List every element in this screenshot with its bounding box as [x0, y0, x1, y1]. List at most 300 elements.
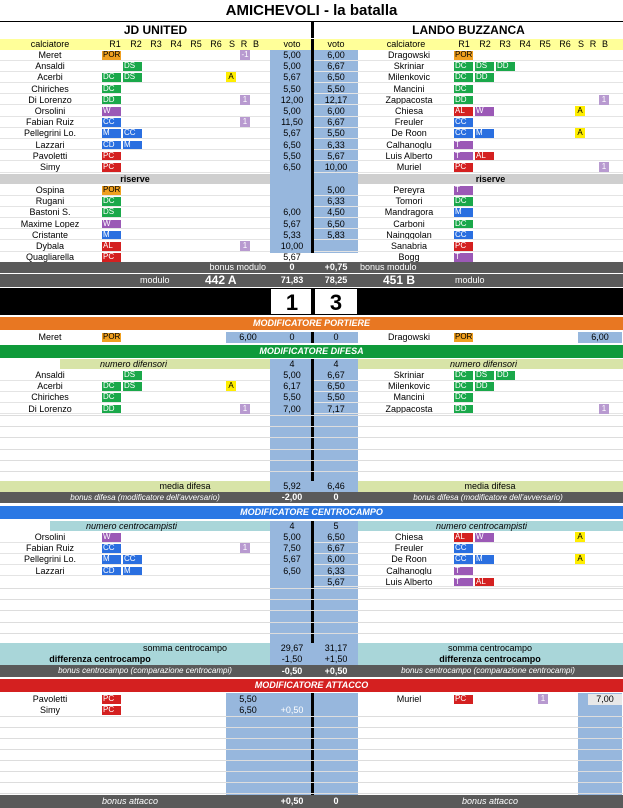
bonus-modulo-right: +0,75 — [324, 262, 348, 272]
vote-value: 7,00 — [283, 403, 301, 414]
empty-row — [0, 437, 623, 438]
score-left: 1 — [270, 288, 314, 315]
player-name: Simy — [40, 162, 60, 172]
vote-value: 6,50 — [327, 72, 345, 83]
num-centro-left-label: numero centrocampisti — [50, 521, 270, 531]
center-divider — [311, 288, 314, 315]
vote-value: 5,00 — [327, 185, 345, 195]
vote-value: 6,33 — [327, 196, 345, 207]
vote-value: 5,67 — [283, 72, 301, 83]
role-tag: DD — [102, 405, 121, 414]
player-name: Ansaldi — [35, 61, 65, 71]
player-name: Zappacosta — [385, 94, 433, 105]
vote-value: 5,33 — [283, 229, 301, 240]
total-left: 71,83 — [280, 275, 304, 285]
header-r2: R2 — [479, 39, 491, 49]
player-name: Ansaldi — [35, 370, 65, 380]
player-row — [0, 106, 270, 117]
role-tag: DC — [454, 73, 473, 82]
att-left-vote: 6,50 — [239, 705, 257, 716]
header-vote: voto — [327, 39, 345, 49]
player-name: Fabian Ruiz — [25, 117, 75, 127]
bonus-attacco-label-right: bonus attacco — [461, 796, 519, 806]
role-tag: W — [475, 107, 494, 116]
header-r4: R4 — [170, 39, 182, 49]
player-row — [0, 162, 270, 173]
bonus-badge: 1 — [599, 404, 609, 414]
vote-value: 6,50 — [283, 162, 301, 172]
empty-row — [0, 599, 623, 600]
role-tag: PC — [102, 152, 121, 161]
header-r1: R1 — [109, 39, 121, 49]
role-tag: CC — [454, 544, 473, 553]
modulo-right: 451 B — [383, 273, 416, 287]
player-name: Pellegrini Lo. — [23, 128, 77, 138]
player-name: Rugani — [35, 196, 65, 206]
bonus-attacco-label-left: bonus attacco — [101, 796, 159, 806]
header-s: S — [228, 39, 235, 49]
att-left-vote: 5,50 — [239, 694, 257, 704]
role-tag: DD — [475, 382, 494, 391]
s-badge: A — [575, 106, 585, 116]
player-name: Lazzari — [35, 139, 65, 150]
header-r3: R3 — [499, 39, 511, 49]
header-s: S — [577, 39, 584, 49]
vote-value: 5,00 — [283, 61, 301, 72]
player-name: Mancini — [393, 83, 425, 94]
role-tag: T — [454, 253, 473, 262]
role-tag: CC — [123, 555, 142, 564]
role-tag: DC — [454, 371, 473, 380]
player-row — [314, 381, 623, 392]
role-tag: DC — [102, 85, 121, 94]
section-centrocampo: MODIFICATORE CENTROCAMPO — [0, 506, 623, 519]
player-row — [0, 241, 270, 252]
score-band-left — [0, 288, 270, 315]
player-row — [314, 95, 623, 106]
role-tag: M — [475, 129, 494, 138]
header-r6: R6 — [210, 39, 222, 49]
player-row — [0, 84, 270, 95]
player-name: Bastoni S. — [29, 207, 71, 217]
vote-value: 10,00 — [280, 241, 304, 251]
player-row — [314, 370, 623, 381]
vote-value: 6,67 — [327, 543, 345, 554]
role-tag: CC — [102, 118, 121, 127]
section-portiere: MODIFICATORE PORTIERE — [0, 317, 623, 330]
vote-value: 6,50 — [327, 218, 345, 229]
s-badge: A — [575, 128, 585, 138]
somma-label-left: somma centrocampo — [142, 643, 228, 653]
bonus-modulo-label-right: bonus modulo — [360, 262, 417, 272]
player-row — [0, 61, 270, 72]
role-tag: DS — [123, 382, 142, 391]
player-name: Chiesa — [394, 106, 423, 116]
player-name: Luis Alberto — [385, 576, 433, 587]
role-tag: DS — [123, 62, 142, 71]
bonus-difesa-label-right: bonus difesa (modificatore dell'avversario) — [413, 493, 563, 502]
player-name: Nainggolan — [386, 229, 432, 240]
role-tag: CS — [103, 370, 115, 379]
role-tag: PC — [454, 163, 473, 172]
player-row — [0, 151, 270, 162]
empty-row — [0, 449, 623, 450]
player-name: Freuler — [394, 117, 424, 127]
role-tag: T — [454, 186, 473, 195]
header-player: calciatore — [386, 39, 426, 49]
role-tag: DD — [475, 73, 494, 82]
header-row-right — [314, 39, 623, 50]
page-title: AMICHEVOLI - la batalla — [0, 0, 623, 22]
role-tag: AL — [454, 107, 473, 116]
player-name: Dragowski — [387, 50, 430, 60]
header-r1: R1 — [458, 39, 470, 49]
player-row — [0, 117, 270, 128]
player-name: Ospina — [35, 185, 65, 195]
vote-value: 6,50 — [327, 532, 345, 542]
player-name: Skriniar — [393, 61, 425, 71]
role-tag: PC — [102, 253, 121, 262]
player-row — [314, 162, 623, 173]
role-tag: T — [454, 567, 473, 576]
vote-value: 6,00 — [327, 554, 345, 565]
role-tag: PC — [102, 706, 121, 715]
vote-value: 6,67 — [327, 117, 345, 128]
vote-value — [270, 185, 314, 196]
role-tag: DD — [454, 405, 473, 414]
role-tag: PC — [454, 242, 473, 251]
role-tag: M — [123, 567, 142, 576]
vote-value: 7,50 — [283, 543, 301, 554]
player-row — [0, 95, 270, 106]
empty-row — [0, 793, 623, 794]
role-tag: M — [123, 141, 142, 150]
player-name: Tomori — [395, 196, 423, 206]
att-left-name: Pavoletti — [32, 694, 68, 704]
header-b: B — [601, 39, 608, 49]
role-tag: CD — [102, 141, 121, 150]
role-tag: DD — [496, 62, 515, 71]
modulo-label-left: modulo — [140, 275, 170, 285]
media-difesa-label-left: media difesa — [159, 481, 211, 491]
player-name: Muriel — [396, 162, 422, 172]
player-name: Acerbi — [37, 381, 63, 391]
diff-right: +1,50 — [314, 654, 358, 665]
player-row — [314, 241, 623, 252]
role-tag: M — [102, 231, 121, 240]
vote-value: 6,17 — [283, 381, 301, 392]
vote-value: 5,50 — [327, 128, 345, 139]
header-row-left — [0, 39, 311, 50]
riserve-label-right: riserve — [358, 174, 623, 184]
role-tag: POR — [455, 50, 473, 59]
s-badge: A — [226, 72, 236, 82]
player-row — [0, 72, 270, 83]
player-row — [314, 61, 623, 72]
num-centro-left: 4 — [289, 521, 295, 531]
role-tag: CC — [454, 231, 473, 240]
vote-value: 5,50 — [327, 392, 345, 403]
role-tag: T — [454, 152, 473, 161]
s-badge: A — [575, 532, 585, 542]
player-row — [314, 554, 623, 565]
bonus-centro-left: -0,50 — [281, 666, 303, 676]
player-row — [314, 532, 623, 543]
vote-value: 12,00 — [280, 94, 304, 105]
bonus-badge: 1 — [599, 95, 609, 105]
riserve-label-left: riserve — [0, 174, 270, 184]
role-tag: DC — [102, 73, 121, 82]
role-tag: CC — [102, 544, 121, 553]
header-r5: R5 — [539, 39, 551, 49]
player-name: Chiriches — [31, 83, 69, 94]
vote-value: 6,67 — [327, 61, 345, 72]
section-attacco: MODIFICATORE ATTACCO — [0, 679, 623, 692]
center-divider — [311, 39, 314, 50]
empty-row — [0, 760, 623, 761]
player-row — [0, 230, 270, 241]
header-r5: R5 — [190, 39, 202, 49]
player-name: Orsolini — [34, 532, 66, 542]
gk-right-bonus: 0 — [314, 332, 358, 343]
header-r6: R6 — [559, 39, 571, 49]
empty-row — [0, 471, 623, 472]
role-tag: M — [102, 555, 121, 564]
player-name: De Roon — [391, 554, 427, 564]
player-row — [314, 219, 623, 230]
player-row — [0, 185, 270, 196]
player-name: Quagliarella — [25, 252, 75, 262]
num-difensori-right: 4 — [333, 359, 339, 369]
player-name: Pellegrini Lo. — [23, 554, 77, 564]
vote-value: 6,33 — [327, 139, 345, 150]
player-name: Acerbi — [37, 72, 63, 82]
vote-value: 5,83 — [327, 229, 345, 240]
role-tag: M — [102, 129, 121, 138]
player-row — [314, 392, 623, 403]
gk-left-vote: 6,00 — [226, 332, 270, 343]
player-name: Mandragora — [384, 207, 434, 217]
team-right-name: LANDO BUZZANCA — [412, 23, 525, 37]
num-difensori-left-label: numero difensori — [60, 359, 270, 369]
empty-row — [0, 727, 623, 728]
empty-row — [0, 460, 623, 461]
player-row — [314, 196, 623, 207]
player-name: Di Lorenzo — [28, 403, 72, 414]
bonus-difesa-right: 0 — [333, 492, 339, 502]
role-tag: DS — [123, 371, 142, 380]
vote-value: 5,00 — [283, 532, 301, 542]
player-name: Sanabria — [390, 241, 428, 251]
role-tag: AL — [475, 152, 494, 161]
role-tag: DC — [454, 85, 473, 94]
bonus-difesa-left: -2,00 — [281, 492, 303, 502]
player-name: Skriniar — [393, 370, 425, 380]
role-tag: DS — [475, 62, 494, 71]
player-row — [314, 128, 623, 139]
role-tag: DC — [454, 382, 473, 391]
player-row — [0, 207, 270, 218]
att-left-name: Simy — [40, 705, 60, 716]
bonus-modulo-left: 0 — [289, 262, 295, 272]
player-name: Mancini — [393, 392, 425, 402]
empty-row — [0, 426, 623, 427]
role-tag: PC — [102, 695, 121, 704]
bonus-badge: -1 — [241, 50, 249, 59]
center-divider — [311, 22, 314, 38]
player-name: Pavoletti — [32, 150, 68, 161]
vote-value — [270, 196, 314, 207]
player-name: Meret — [38, 50, 62, 60]
role-tag: AL — [454, 533, 473, 542]
empty-row — [0, 588, 623, 589]
player-row — [0, 140, 270, 151]
gk-right-vote: 6,00 — [578, 332, 622, 343]
vote-value: 5,50 — [283, 83, 301, 94]
media-difesa-label-right: media difesa — [464, 481, 516, 491]
att-right-name: Muriel — [396, 694, 422, 704]
diff-label-right: differenza centrocampo — [439, 654, 541, 664]
role-tag: W — [475, 533, 494, 542]
vote-value: 6,50 — [327, 381, 345, 392]
bonus-modulo-label-left: bonus modulo — [209, 262, 266, 272]
gk-left-name: Meret — [38, 332, 62, 342]
player-name: Milenkovic — [387, 72, 430, 82]
somma-left: 29,67 — [270, 643, 314, 654]
vote-value: 12,17 — [324, 94, 348, 105]
vote-value: 5,67 — [283, 128, 301, 139]
modulo-label-right: modulo — [455, 275, 485, 285]
bonus-badge: 1 — [240, 404, 250, 414]
score-band-right — [358, 288, 623, 315]
vote-value: 5,00 — [283, 106, 301, 116]
player-row — [0, 381, 270, 392]
bonus-centro-label-left: bonus centrocampo (comparazione centrocampi) — [58, 666, 232, 675]
role-tag: M — [454, 208, 473, 217]
role-tag: DS — [475, 371, 494, 380]
role-tag: DC — [454, 62, 473, 71]
total-right: 78,25 — [324, 275, 348, 285]
vote-value: 5,67 — [327, 576, 345, 587]
player-row — [0, 196, 270, 207]
player-row — [314, 185, 623, 196]
role-tag: CC — [454, 129, 473, 138]
role-tag: DS — [102, 208, 121, 217]
player-name: Milenkovic — [387, 381, 430, 391]
player-row — [314, 106, 623, 117]
player-name: Fabian Ruiz — [25, 543, 75, 553]
vote-value: 5,50 — [327, 83, 345, 94]
player-row — [0, 554, 270, 565]
diff-left: -1,50 — [270, 654, 314, 665]
player-row — [314, 151, 623, 162]
vote-value: 6,67 — [327, 370, 345, 380]
player-name: Dybala — [35, 241, 64, 251]
vote-value: 6,00 — [283, 207, 301, 218]
player-name: Freuler — [394, 543, 424, 553]
player-row — [314, 207, 623, 218]
role-tag: DD — [454, 96, 473, 105]
player-name: Chiriches — [31, 392, 69, 402]
vote-value: 4,50 — [327, 207, 345, 218]
vote-value: 6,50 — [283, 565, 301, 576]
player-name: Luis Alberto — [385, 150, 433, 161]
vote-value: 6,00 — [327, 106, 345, 116]
media-difesa-left: 5,92 — [270, 481, 314, 492]
empty-row — [0, 622, 623, 623]
role-tag: POR — [103, 50, 121, 59]
player-row — [0, 219, 270, 230]
player-row — [0, 50, 270, 61]
bonus-badge: 1 — [538, 694, 548, 704]
role-tag: T — [454, 141, 473, 150]
att-left-mod: +0,50 — [280, 705, 304, 715]
num-difensori-left: 4 — [289, 359, 295, 369]
role-tag: CD — [102, 567, 121, 576]
modulo-left: 442 A — [205, 273, 237, 287]
role-tag: DC — [454, 220, 473, 229]
vote-value: 10,00 — [324, 162, 348, 172]
att-right-vote-column — [578, 693, 622, 795]
num-centro-right-label: numero centrocampisti — [358, 521, 623, 531]
att-right-mod-column — [314, 693, 358, 795]
player-row — [314, 140, 623, 151]
vote-value: 5,50 — [283, 150, 301, 161]
role-tag: T — [454, 578, 473, 587]
header-vote: voto — [283, 39, 301, 49]
header-rr: R — [589, 39, 597, 49]
att-right-vote: 7,00 — [588, 694, 622, 705]
gk-left-bonus: 0 — [270, 332, 314, 343]
player-name: Pereyra — [393, 185, 425, 195]
score-right: 3 — [314, 288, 358, 315]
player-row — [0, 532, 270, 543]
s-badge: A — [575, 554, 585, 564]
team-left-name: JD UNITED — [123, 23, 188, 37]
player-row — [314, 117, 623, 128]
player-name: Di Lorenzo — [28, 94, 72, 105]
header-r2: R2 — [130, 39, 142, 49]
vote-value: 5,50 — [283, 392, 301, 403]
vote-value: 5,67 — [283, 554, 301, 565]
empty-row — [0, 771, 623, 772]
role-tag: W — [102, 533, 121, 542]
vote-value — [314, 241, 358, 252]
header-rr: R — [240, 39, 248, 49]
role-tag: CS — [103, 61, 115, 71]
vote-value: 5,00 — [283, 370, 301, 380]
player-row — [0, 566, 270, 577]
player-row — [0, 392, 270, 403]
section-difesa: MODIFICATORE DIFESA — [0, 345, 623, 358]
empty-row — [0, 633, 623, 634]
role-tag: POR — [103, 185, 121, 194]
role-tag: CC — [454, 118, 473, 127]
role-tag: POR — [455, 332, 473, 341]
role-tag: POR — [103, 332, 121, 341]
role-tag: CC — [454, 555, 473, 564]
header-r4: R4 — [519, 39, 531, 49]
bonus-badge: 1 — [240, 241, 250, 251]
role-tag: PC — [454, 695, 473, 704]
empty-row — [0, 749, 623, 750]
player-name: Chiesa — [394, 532, 423, 542]
empty-row — [0, 415, 623, 416]
vote-value: 7,17 — [327, 403, 345, 414]
player-name: Bogg — [398, 252, 420, 262]
player-row — [314, 577, 623, 588]
player-row — [0, 128, 270, 139]
